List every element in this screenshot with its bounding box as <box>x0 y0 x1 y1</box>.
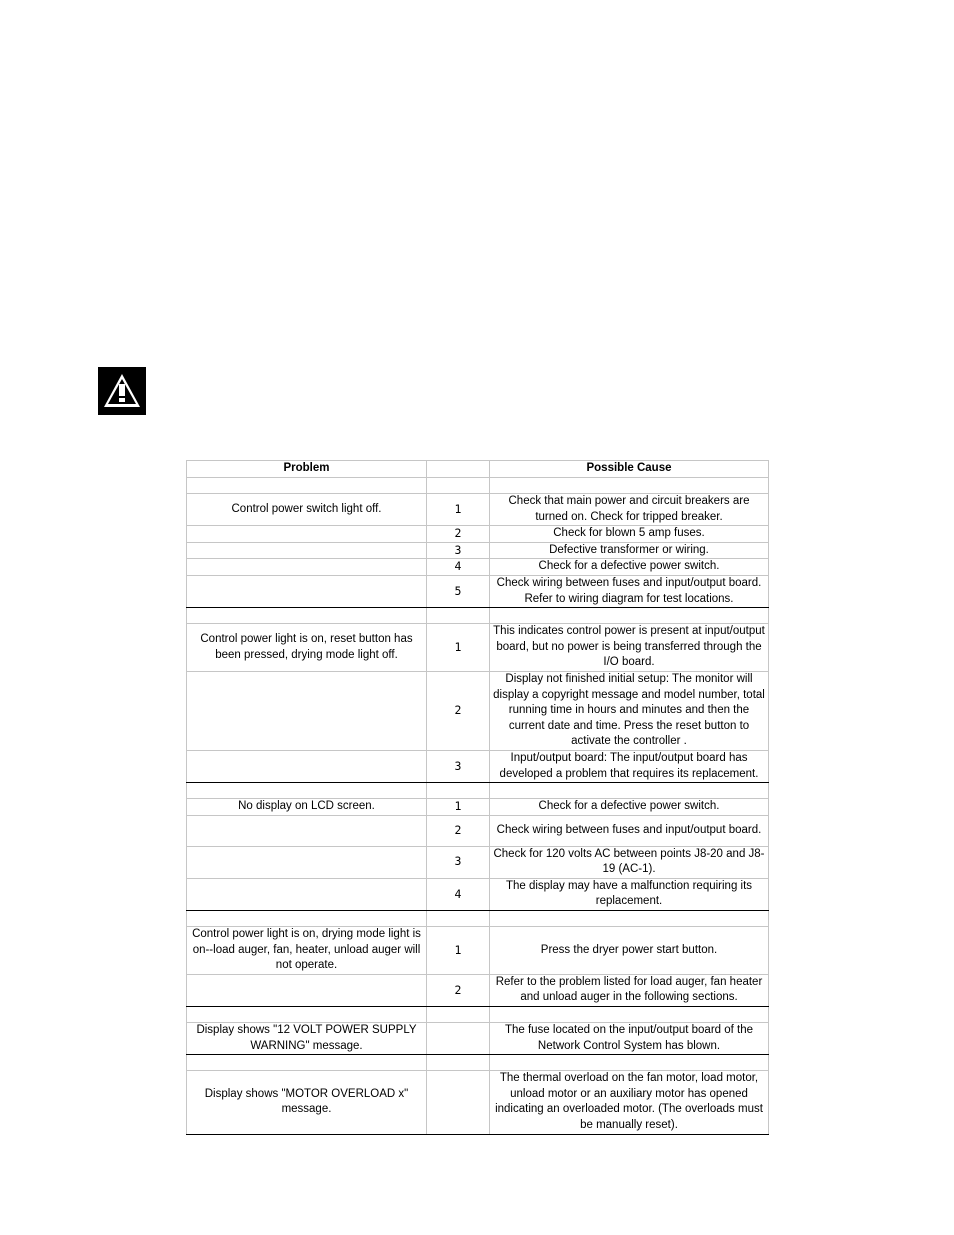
cause-number-cell <box>427 1071 490 1134</box>
problem-cell <box>187 815 427 846</box>
possible-cause-cell: Input/output board: The input/output board has developed a problem that requires its replacement. <box>490 750 769 782</box>
spacer-cell <box>490 911 769 927</box>
table-row <box>187 671 769 750</box>
cause-number-cell: 1 <box>427 927 490 975</box>
possible-cause-cell: Refer to the problem listed for load auger, fan heater and unload auger in the following sections. <box>490 974 769 1006</box>
problem-cell <box>187 559 427 576</box>
spacer-cell <box>427 911 490 927</box>
table-row <box>187 624 769 672</box>
table-row <box>187 974 769 1006</box>
cause-number-cell: 4 <box>427 878 490 910</box>
spacer-row <box>187 783 769 799</box>
problem-cell <box>187 575 427 607</box>
spacer-row <box>187 478 769 494</box>
table-row <box>187 1071 769 1134</box>
header-possible-cause: Possible Cause <box>490 461 769 478</box>
table-row <box>187 878 769 910</box>
table-row <box>187 927 769 975</box>
cause-number-cell: 3 <box>427 846 490 878</box>
table-row <box>187 846 769 878</box>
problem-cell <box>187 878 427 910</box>
possible-cause-cell: Check wiring between fuses and input/output board. Refer to wiring diagram for test locations. <box>490 575 769 607</box>
cause-number-cell: 5 <box>427 575 490 607</box>
warning-icon <box>98 367 146 415</box>
table-row <box>187 494 769 526</box>
spacer-row <box>187 608 769 624</box>
header-problem: Problem <box>187 461 427 478</box>
possible-cause-cell: The thermal overload on the fan motor, load motor, unload motor or an auxiliary motor has opened indicating an overloaded motor. (The overloads must be manually reset). <box>490 1071 769 1134</box>
possible-cause-cell: Press the dryer power start button. <box>490 927 769 975</box>
possible-cause-cell: Check for a defective power switch. <box>490 799 769 816</box>
cause-number-cell: 3 <box>427 750 490 782</box>
cause-number-cell: 4 <box>427 559 490 576</box>
problem-cell <box>187 750 427 782</box>
possible-cause-cell: Check wiring between fuses and input/output board. <box>490 815 769 846</box>
problem-cell <box>187 542 427 559</box>
cause-number-cell: 3 <box>427 542 490 559</box>
problem-cell <box>187 974 427 1006</box>
possible-cause-cell: Defective transformer or wiring. <box>490 542 769 559</box>
spacer-cell <box>187 911 427 927</box>
table-row <box>187 526 769 543</box>
spacer-cell <box>490 783 769 799</box>
spacer-cell <box>490 478 769 494</box>
cause-number-cell: 1 <box>427 624 490 672</box>
spacer-row <box>187 1055 769 1071</box>
table-row <box>187 575 769 607</box>
table-row <box>187 1023 769 1055</box>
spacer-cell <box>427 1055 490 1071</box>
problem-cell: Control power light is on, drying mode light is on--load auger, fan, heater, unload auger will not operate. <box>187 927 427 975</box>
cause-number-cell: 1 <box>427 799 490 816</box>
problem-cell <box>187 526 427 543</box>
possible-cause-cell: Display not finished initial setup: The monitor will display a copyright message and model number, total running time in hours and minutes and then the current date and time. Press the reset button to activate the controller . <box>490 671 769 750</box>
table-row <box>187 559 769 576</box>
header-row <box>187 461 769 478</box>
possible-cause-cell: Check that main power and circuit breakers are turned on. Check for tripped breaker. <box>490 494 769 526</box>
spacer-row <box>187 1007 769 1023</box>
spacer-cell <box>187 608 427 624</box>
possible-cause-cell: This indicates control power is present at input/output board, but no power is being transferred through the I/O board. <box>490 624 769 672</box>
spacer-cell <box>427 783 490 799</box>
spacer-cell <box>427 608 490 624</box>
problem-cell: No display on LCD screen. <box>187 799 427 816</box>
spacer-cell <box>427 1007 490 1023</box>
header-number <box>427 461 490 478</box>
table-row <box>187 815 769 846</box>
spacer-cell <box>187 783 427 799</box>
spacer-cell <box>187 478 427 494</box>
cause-number-cell: 1 <box>427 494 490 526</box>
table-row <box>187 542 769 559</box>
spacer-cell <box>490 608 769 624</box>
possible-cause-cell: Check for blown 5 amp fuses. <box>490 526 769 543</box>
spacer-row <box>187 911 769 927</box>
spacer-cell <box>187 1007 427 1023</box>
cause-number-cell: 2 <box>427 974 490 1006</box>
spacer-cell <box>187 1055 427 1071</box>
problem-cell: Control power switch light off. <box>187 494 427 526</box>
possible-cause-cell: The display may have a malfunction requiring its replacement. <box>490 878 769 910</box>
problem-cell: Display shows "MOTOR OVERLOAD x" message. <box>187 1071 427 1134</box>
problem-cell: Display shows "12 VOLT POWER SUPPLY WARNING" message. <box>187 1023 427 1055</box>
possible-cause-cell: Check for 120 volts AC between points J8-20 and J8-19 (AC-1). <box>490 846 769 878</box>
cause-number-cell: 2 <box>427 526 490 543</box>
problem-cell <box>187 846 427 878</box>
table-row <box>187 799 769 816</box>
possible-cause-cell: The fuse located on the input/output board of the Network Control System has blown. <box>490 1023 769 1055</box>
spacer-cell <box>427 478 490 494</box>
cause-number-cell: 2 <box>427 815 490 846</box>
spacer-cell <box>490 1055 769 1071</box>
cause-number-cell <box>427 1023 490 1055</box>
problem-cell: Control power light is on, reset button has been pressed, drying mode light off. <box>187 624 427 672</box>
problem-cell <box>187 671 427 750</box>
troubleshooting-table <box>186 460 769 1135</box>
spacer-cell <box>490 1007 769 1023</box>
table-row <box>187 750 769 782</box>
possible-cause-cell: Check for a defective power switch. <box>490 559 769 576</box>
cause-number-cell: 2 <box>427 671 490 750</box>
